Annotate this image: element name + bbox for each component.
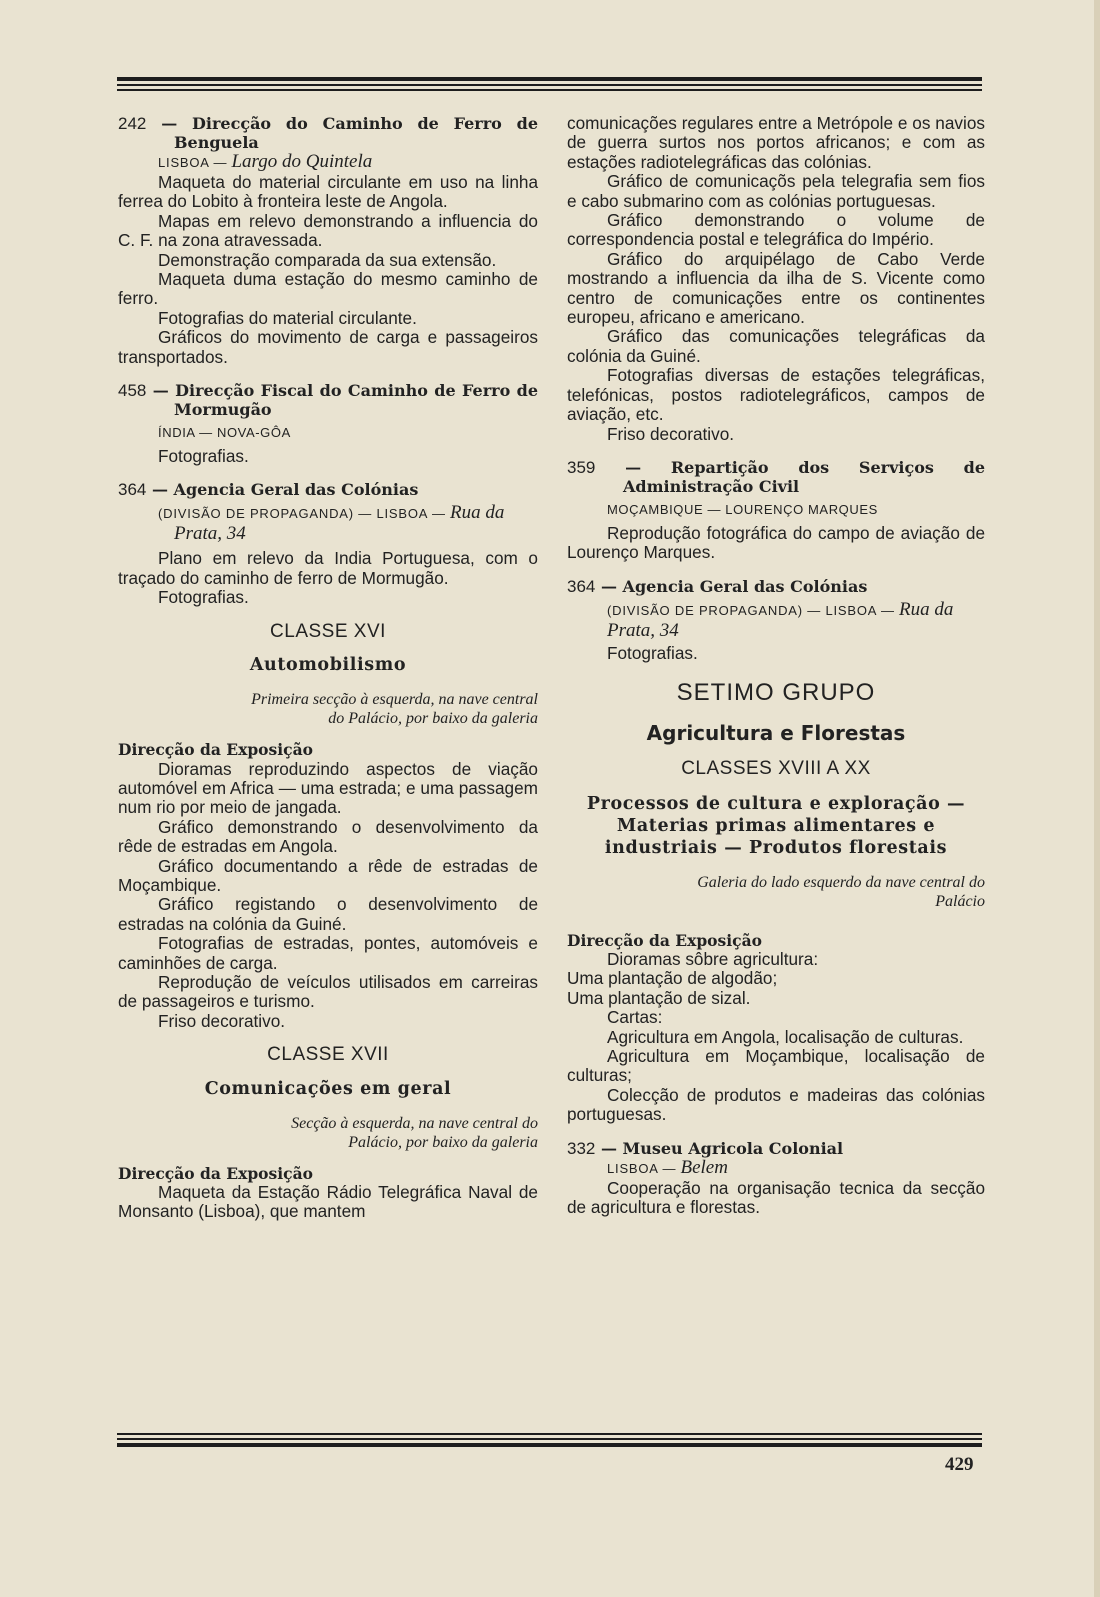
entry-242-location: LISBOA — Largo do Quintela (158, 151, 373, 172)
entry-242-line: Maqueta duma estação do mesmo caminho de ferro. (118, 269, 538, 309)
classe-xvi-line: Friso decorativo. (158, 1010, 286, 1031)
section-title-automobilismo: Automobilismo (249, 655, 407, 676)
continued-line: Gráfico das comunicações telegráficas da colónia da Guiné. (567, 326, 985, 366)
location-note: Galeria do lado esquerdo da nave central do Palácio (697, 873, 985, 910)
entry-364-heading: 364 — Agencia Geral das Colónias (118, 480, 419, 500)
entry-242-line: Mapas em relevo demonstrando a influencia do C. F. na zona atravessada. (118, 210, 538, 251)
classe-xvi-line: Gráfico documentando a rêde de estradas de Moçambique. (118, 855, 538, 895)
page-edge (1094, 0, 1100, 1597)
entry-242-line: Maqueta do material circulante em uso na linha ferrea do Lobito à fronteira leste de Angola. (118, 172, 538, 212)
entry-332-line: Cooperação na organisação tecnica da secção de agricultura e florestas. (567, 1177, 985, 1217)
classe-xvi: CLASSE XVI (270, 620, 386, 642)
section-title-comunicacoes: Comunicações em geral (204, 1078, 452, 1099)
entry-359-location: MOÇAMBIQUE — LOURENÇO MARQUES (607, 501, 878, 517)
entry-458-location: ÍNDIA — NOVA-GÔA (158, 425, 291, 441)
group-line: Cartas: (607, 1007, 663, 1028)
entry-332-heading: 332 — Museu Agricola Colonial (567, 1138, 844, 1158)
entry-242-line: Demonstração comparada da sua extensão. (158, 249, 497, 270)
entry-364b-line: Fotografias. (607, 642, 698, 663)
entry-458-heading: 458 — Direcção Fiscal do Caminho de Ferro de Mormugão (118, 381, 538, 420)
entry-242-line: Fotografias do material circulante. (158, 307, 417, 328)
entry-242-heading: 242 — Direcção do Caminho de Ferro de Benguela (118, 114, 539, 152)
bottom-rule (117, 1433, 982, 1450)
group-heading: SETIMO GRUPO (676, 679, 876, 707)
classe-xvii: CLASSE XVII (267, 1044, 389, 1066)
continued-line: Friso decorativo. (607, 423, 735, 444)
continued-line: Fotografias diversas de estações telegráficas, telefónicas, postos radiotelegráficos, campos de aviação, etc. (567, 365, 985, 425)
classe-xvi-line: Reprodução de veículos utilisados em carreiras de passageiros e turismo. (118, 971, 538, 1012)
classe-xvi-line: Dioramas reproduzindo aspectos de viação automóvel em Africa — uma estrada; e uma passagem num rio por meio de jangada. (118, 758, 538, 818)
classe-xvii-line: Maqueta da Estação Rádio Telegráfica Naval de Monsanto (Lisboa), que mantem (118, 1182, 538, 1222)
entry-242-line: Gráficos do movimento de carga e passageiros transportados. (118, 327, 538, 367)
entry-359-heading: 359 — Repartição dos Serviços de Administração Civil (567, 457, 985, 496)
entry-364-line: Plano em relevo da India Portuguesa, com o traçado do caminho de ferro de Mormugão. (118, 548, 538, 588)
classe-xvi-line: Gráfico demonstrando o desenvolvimento da rêde de estradas em Angola. (118, 816, 538, 857)
section-title-processos: Processos de cultura e exploração — Materias primas alimentares e industriais — Produtos florestais (586, 793, 966, 858)
continued-line: Gráfico demonstrando o volume de correspondencia postal e telegráfica do Império. (567, 210, 985, 250)
group-subheading: Agricultura e Florestas (646, 721, 906, 746)
direction-heading: Direcção da Exposição (118, 740, 313, 760)
group-line: Uma plantação de algodão; (567, 968, 778, 989)
direction-heading: Direcção da Exposição (118, 1163, 313, 1183)
group-line: Agricultura em Angola, localisação de culturas. (607, 1026, 964, 1047)
direction-heading: Direcção da Exposição (567, 930, 762, 950)
classes-xviii-xx: CLASSES XVIII A XX (681, 758, 871, 780)
location-note: Secção à esquerda, na nave central do Palácio, por baixo da galeria (291, 1114, 538, 1151)
continued-line: comunicações regulares entre a Metrópole e os navios de guerra surtos nos portos africanos; e com as estações radiotelegráficas das colónias. (567, 113, 985, 172)
entry-364-location: (DIVISÃO DE PROPAGANDA) — LISBOA — Rua da Prata, 34 (158, 502, 505, 545)
left-column (118, 114, 538, 1222)
group-line: Uma plantação de sizal. (567, 987, 751, 1008)
continued-line: Gráfico de comunicaçõs pela telegrafia sem fios e cabo submarino com as colónias portuguesas. (567, 171, 985, 211)
right-column (567, 114, 985, 1217)
classe-xvi-line: Gráfico registando o desenvolvimento de estradas na colónia da Guiné. (118, 894, 538, 934)
top-rule (117, 77, 982, 94)
location-note: Primeira secção à esquerda, na nave central do Palácio, por baixo da galeria (251, 691, 538, 728)
classe-xvi-line: Fotografias de estradas, pontes, automóveis e caminhões de carga. (118, 933, 538, 973)
group-line: Dioramas sôbre agricultura: (607, 948, 819, 969)
group-line: Agricultura em Moçambique, localisação de culturas; (567, 1045, 985, 1086)
entry-364b-heading: 364 — Agencia Geral das Colónias (567, 576, 868, 596)
entry-332-location: LISBOA — Belem (607, 1156, 728, 1178)
entry-359-line: Reprodução fotográfica do campo de aviação de Lourenço Marques. (567, 522, 985, 563)
page-number: 429 (945, 1454, 974, 1475)
entry-364-line: Fotografias. (158, 587, 249, 608)
entry-458-line: Fotografias. (158, 446, 249, 467)
continued-line: Gráfico do arquipélago de Cabo Verde mostrando a influencia da ilha de S. Vicente como centro de comunicações entre os continentes europeu, africano e americano. (567, 248, 985, 328)
entry-364b-location: (DIVISÃO DE PROPAGANDA) — LISBOA — Rua da Prata, 34 (607, 598, 954, 641)
group-line: Colecção de produtos e madeiras das colónias portuguesas. (567, 1084, 985, 1125)
